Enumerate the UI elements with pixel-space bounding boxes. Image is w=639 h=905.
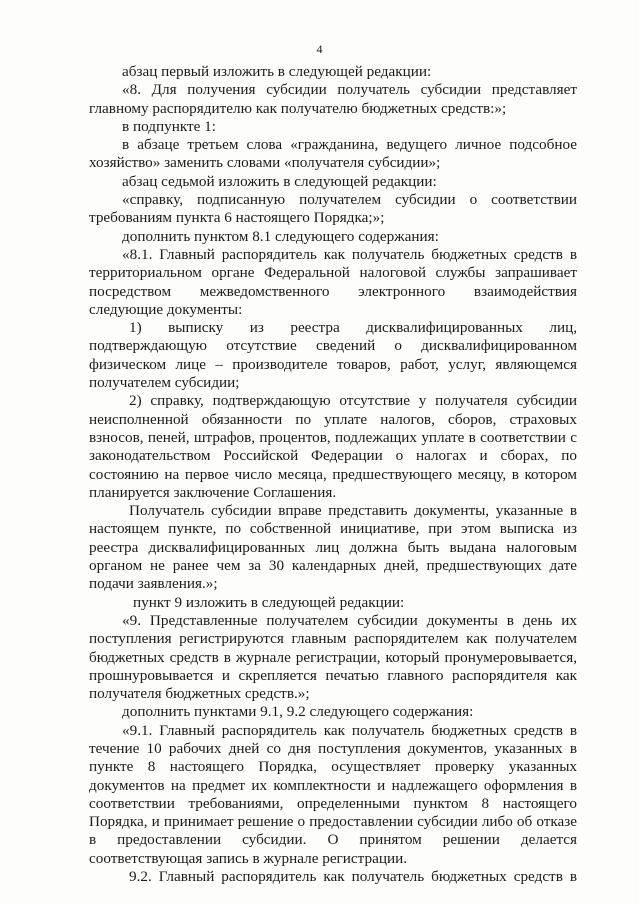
text-line: получателя бюджетных средств.»; xyxy=(89,685,310,703)
text-line: Получатель субсидии вправе представить документы, указанные в xyxy=(129,502,577,520)
text-line: требованиям пункта 6 настоящего Порядка;»; xyxy=(89,209,385,227)
text-line: пункте 8 настоящего Порядка, осуществляет проверку указанных xyxy=(89,758,577,776)
text-line: «справку, подписанную получателем субсидии о соответствии xyxy=(122,191,577,209)
text-line: реестра дисквалифицированных лиц должна быть выдана налоговым xyxy=(89,538,577,556)
text-line: посредством межведомственного электронного взаимодействия xyxy=(89,282,577,300)
text-line: 2) справку, подтверждающую отсутствие у получателя субсидии xyxy=(129,392,577,410)
text-line: неисполненной обязанности по уплате налогов, сборов, страховых xyxy=(89,410,577,428)
page-number: 4 xyxy=(316,42,323,56)
text-line: «9. Представленные получателем субсидии документы в день их xyxy=(122,611,577,629)
text-line: поступления регистрируются главным распорядителем как получателем xyxy=(89,630,577,648)
text-line: в подпункте 1: xyxy=(122,117,216,135)
text-line: взносов, пеней, штрафов, процентов, подлежащих уплате в соответствии с xyxy=(89,428,577,446)
text-line: настоящем пункте, по собственной инициативе, при этом выписка из xyxy=(89,520,577,538)
text-line: территориальном органе Федеральной налоговой службы запрашивает xyxy=(89,264,577,282)
text-line: «8. Для получения субсидии получатель субсидии представляет xyxy=(122,81,577,99)
text-line: главному распорядителю как получателю бюджетных средств:»; xyxy=(89,99,507,117)
text-line: соответствии требованиями, определенными пунктом 8 настоящего xyxy=(89,794,577,812)
text-line: органом не ранее чем за 30 календарных дней, предшествующих дате xyxy=(89,557,577,575)
text-line: хозяйство» заменить словами «получателя субсидии»; xyxy=(89,154,441,172)
text-line: бюджетных средств в журнале регистрации, который пронумеровывается, xyxy=(89,648,577,666)
text-line: соответствующая запись в журнале регистрации. xyxy=(89,849,407,867)
text-line: планируется заключение Соглашения. xyxy=(89,483,337,501)
text-line: физическом лице – производителе товаров, работ, услуг, являющемся xyxy=(89,355,577,373)
text-line: получателем субсидии; xyxy=(89,374,240,392)
text-line: в абзаце третьем слова «гражданина, ведущего личное подсобное xyxy=(122,136,577,154)
text-line: пункт 9 изложить в следующей редакции: xyxy=(133,593,405,611)
text-line: состоянию на первое число месяца, предшествующего месяцу, в котором xyxy=(89,465,577,483)
text-line: подачи заявления.»; xyxy=(89,575,218,593)
text-line: «8.1. Главный распорядитель как получатель бюджетных средств в xyxy=(122,245,577,263)
text-line: в предоставлении субсидии. О принятом решении делается xyxy=(89,831,577,849)
text-line: дополнить пунктами 9.1, 9.2 следующего содержания: xyxy=(122,703,474,721)
text-line: дополнить пунктом 8.1 следующего содержания: xyxy=(122,227,439,245)
text-line: следующие документы: xyxy=(89,300,243,318)
text-line: течение 10 рабочих дней со дня поступления документов, указанных в xyxy=(89,739,577,757)
text-line: законодательством Российской Федерации о налогах и сборах, по xyxy=(89,447,577,465)
text-line: абзац первый изложить в следующей редакции: xyxy=(122,63,432,80)
text-line: Порядка, и принимает решение о предоставлении субсидии либо об отказе xyxy=(89,813,577,831)
text-line: подтверждающую отсутствие сведений о дисквалифицированном xyxy=(89,337,577,355)
text-line: «9.1. Главный распорядитель как получатель бюджетных средств в xyxy=(122,721,577,739)
text-line: абзац седьмой изложить в следующей редакции: xyxy=(122,172,437,190)
text-line: документов на предмет их комплектности и надлежащего оформления в xyxy=(89,776,577,794)
text-line: 9.2. Главный распорядитель как получатель бюджетных средств в xyxy=(129,868,577,886)
text-line: 1) выписку из реестра дисквалифицированных лиц, xyxy=(129,319,577,337)
document-body xyxy=(89,63,577,886)
text-line: прошнуровывается и скрепляется печатью главного распорядителя как xyxy=(89,666,577,684)
